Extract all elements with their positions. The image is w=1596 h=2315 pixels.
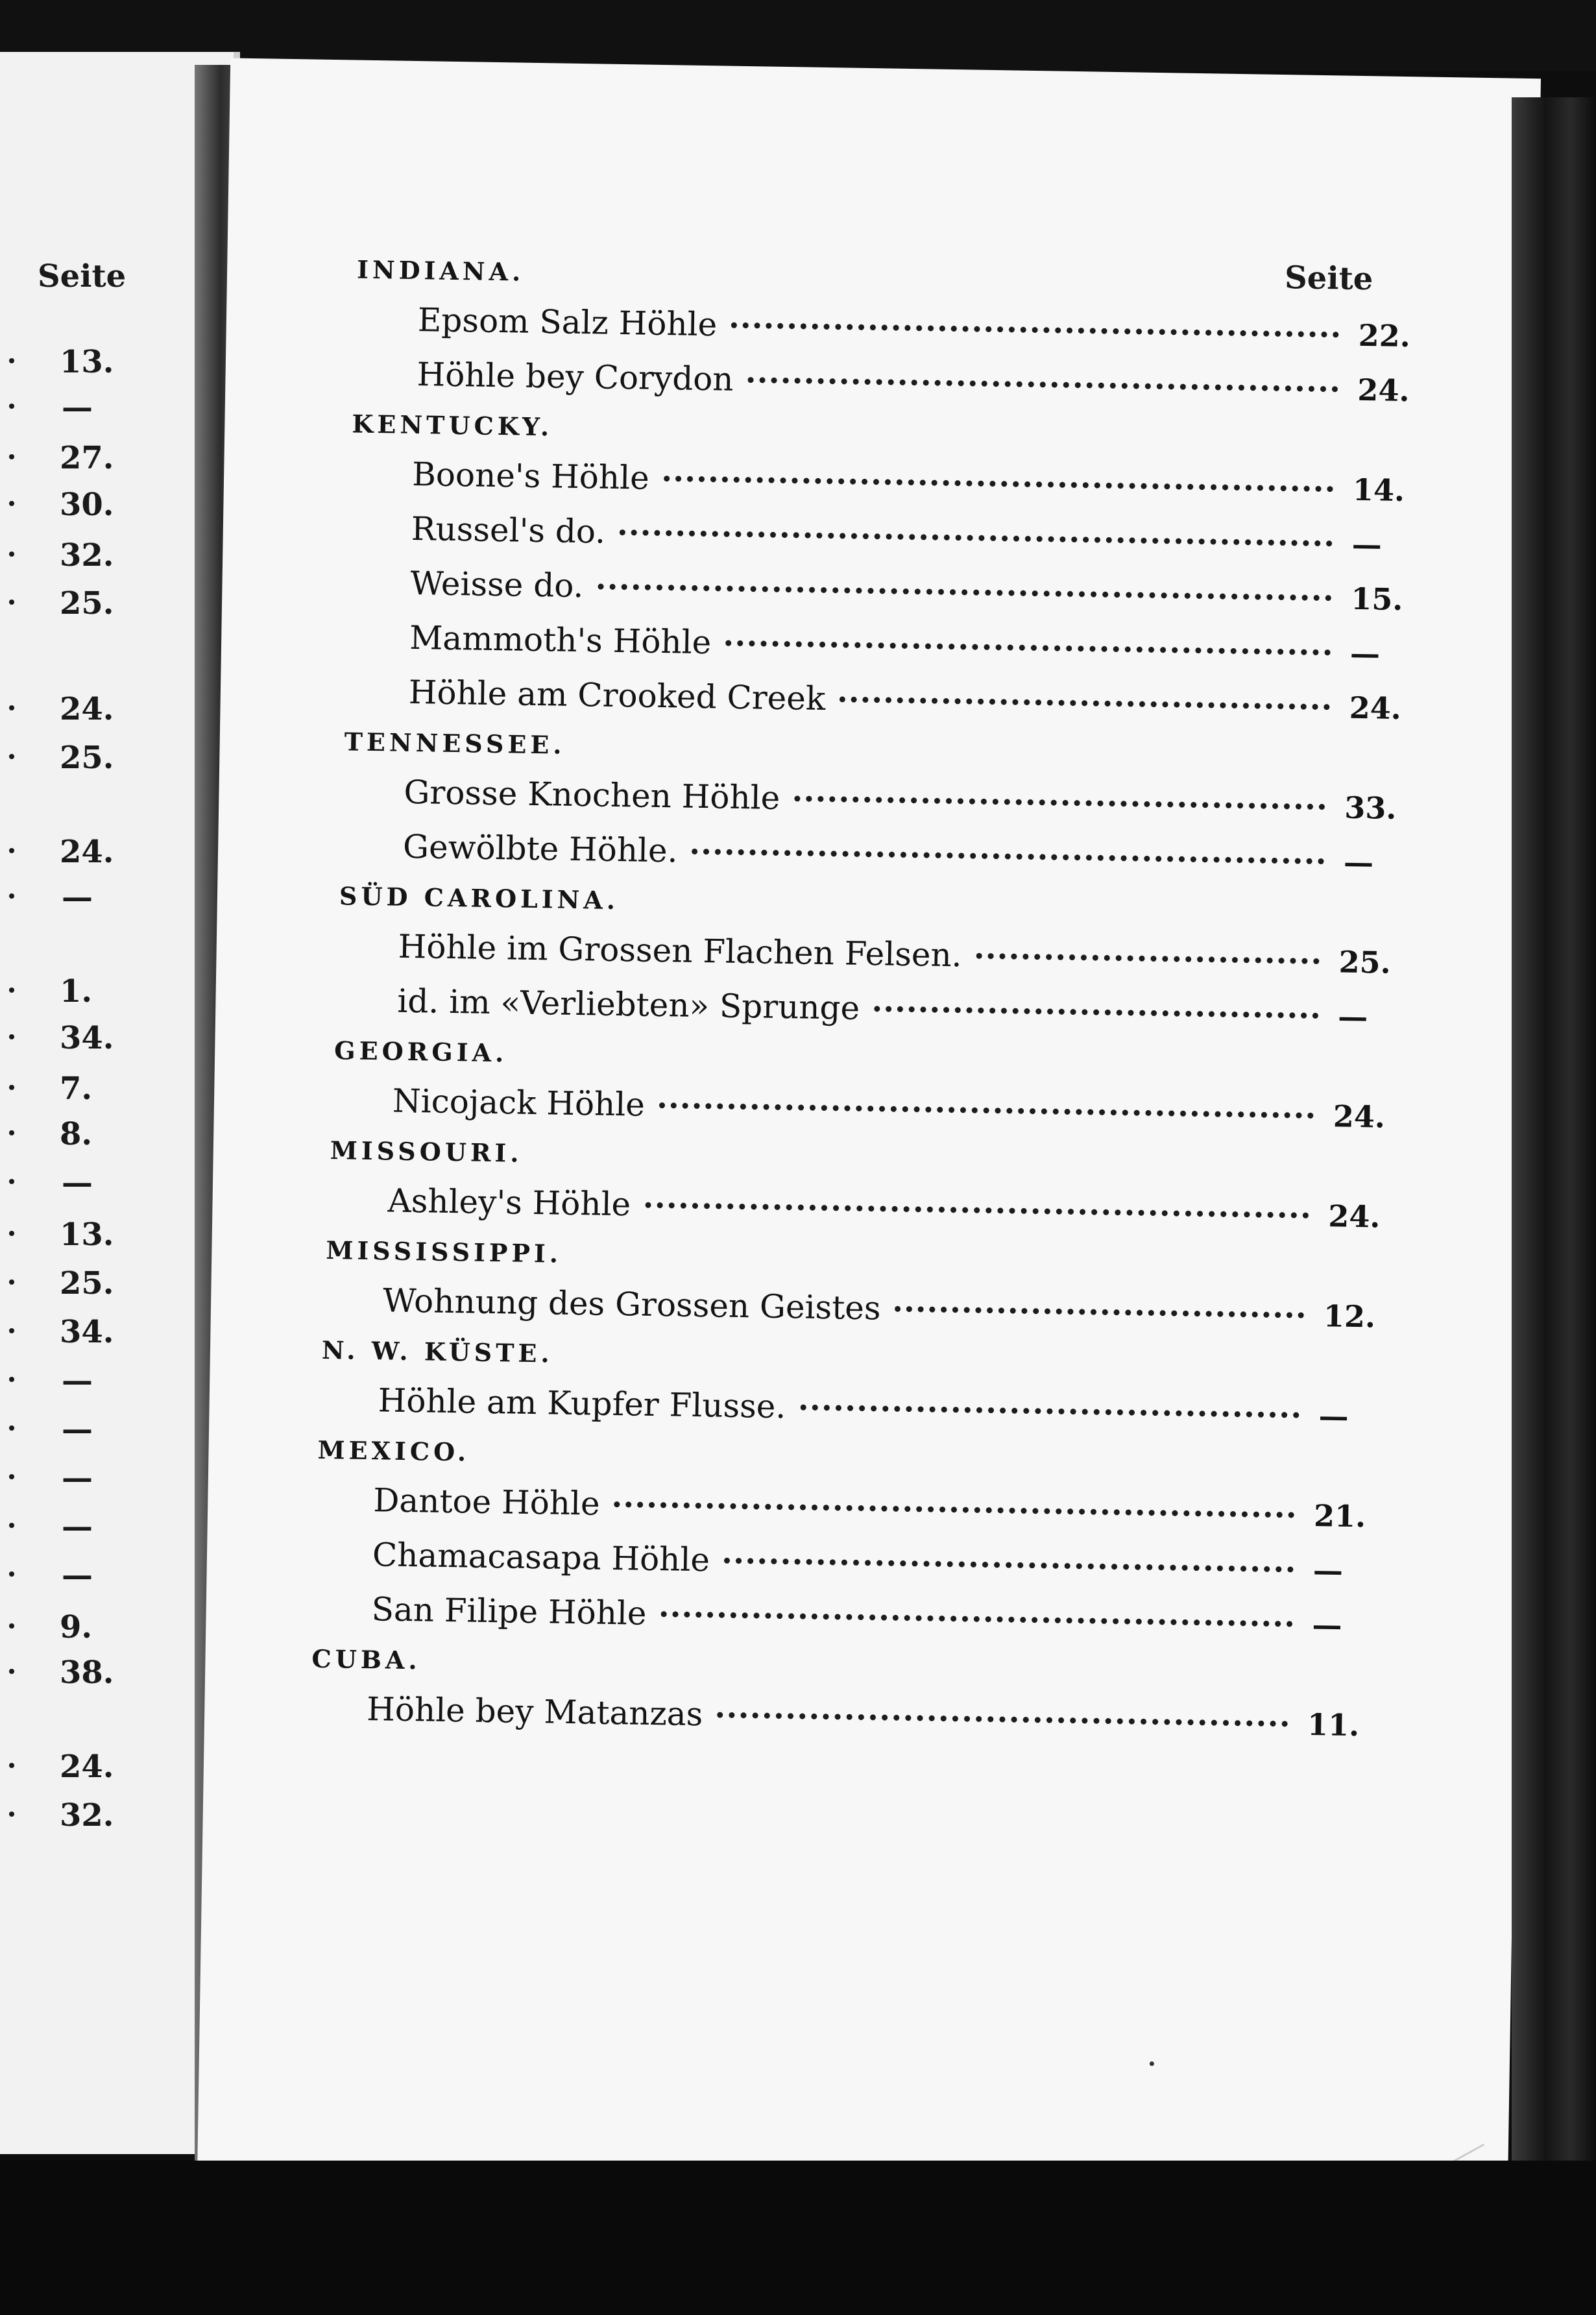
left-page-leader-dot: [9, 1571, 14, 1577]
toc-entry-title: Chamacasapa Höhle: [372, 1536, 725, 1579]
scan-border-bottom: [0, 2161, 1596, 2315]
left-page-number: 24.: [60, 834, 114, 870]
left-page-leader-dot: [9, 1179, 14, 1184]
left-page-number: 32.: [60, 537, 114, 574]
left-page-number: —: [62, 1165, 93, 1201]
toc-entry: [403, 828, 1416, 882]
toc-entry-title: Russel's do.: [411, 510, 620, 551]
toc-state-heading: MISSISSIPPI.: [326, 1235, 562, 1268]
toc-entry: [373, 1481, 1386, 1536]
toc-entry-title: Weisse do.: [410, 564, 598, 605]
left-page-leader-dot: [9, 1085, 14, 1090]
toc-entry-page-number: 14.: [1352, 472, 1405, 508]
toc-leader-dots: [840, 696, 1330, 710]
toc-leader-dots: [731, 322, 1339, 338]
left-page-leader-dot: [9, 754, 14, 759]
left-page-number: 25.: [60, 740, 114, 776]
left-page-number: 34.: [60, 1314, 114, 1350]
toc-leader-dots: [664, 476, 1333, 492]
toc-entry-page-number: 15.: [1350, 581, 1403, 617]
toc-leader-dots: [620, 529, 1333, 546]
toc-entry-title: Höhle bey Corydon: [417, 356, 748, 398]
left-page-leader-dot: [9, 1377, 14, 1382]
toc-entry: [409, 619, 1422, 673]
toc-leader-dots: [800, 1405, 1299, 1418]
left-page-number: —: [62, 1509, 93, 1545]
toc-page-column-header: Seite: [1284, 260, 1373, 298]
toc-state-heading: MEXICO.: [317, 1435, 470, 1467]
left-page-heading: Seite: [38, 258, 127, 295]
toc-leader-dots: [614, 1501, 1295, 1518]
toc-entry-page-number: 24.: [1328, 1198, 1381, 1235]
toc-entry-title: Ashley's Höhle: [387, 1182, 645, 1224]
toc-state-heading: CUBA.: [311, 1643, 422, 1675]
left-page-number: —: [62, 389, 93, 426]
left-page-number: 1.: [60, 973, 93, 1010]
toc-entry-title: Wohnung des Grossen Geistes: [383, 1281, 895, 1327]
toc-entry: [408, 673, 1421, 728]
toc-entry-page-number: 25.: [1338, 944, 1392, 980]
toc-entry-page-number: —: [1343, 844, 1374, 880]
toc-entry: [387, 1182, 1400, 1237]
toc-leader-dots: [659, 1102, 1314, 1119]
toc-entry-title: Höhle im Grossen Flachen Felsen.: [398, 928, 976, 975]
toc-state-heading: MISSOURI.: [330, 1135, 523, 1168]
toc-entry-page-number: —: [1349, 635, 1381, 672]
toc-entry-page-number: —: [1351, 526, 1383, 563]
toc-leader-dots: [976, 953, 1319, 964]
left-page-number: 27.: [60, 440, 114, 476]
left-page-leader-dot: [9, 848, 14, 853]
left-page-leader-dot: [9, 705, 14, 710]
toc-leader-dots: [660, 1611, 1292, 1627]
toc-entry: [383, 1281, 1396, 1336]
left-page-number: 38.: [60, 1654, 114, 1691]
toc-entry: [397, 982, 1410, 1037]
toc-entry-title: Boone's Höhle: [412, 455, 664, 497]
toc-leader-dots: [598, 583, 1331, 601]
left-page-leader-dot: [9, 501, 14, 506]
left-page-number: 13.: [60, 1217, 114, 1253]
toc-entry-page-number: 12.: [1323, 1298, 1376, 1335]
toc-entry-title: Höhle bey Matanzas: [367, 1690, 718, 1733]
toc-entry-title: Epsom Salz Höhle: [417, 301, 731, 344]
toc-state-heading: INDIANA.: [356, 254, 525, 287]
toc-entry-title: Nicojack Höhle: [393, 1082, 660, 1124]
toc-entry-title: San Filipe Höhle: [371, 1590, 661, 1632]
toc-entry: [417, 356, 1429, 410]
toc-state-heading: KENTUCKY.: [352, 409, 553, 442]
toc-entry-title: id. im «Verliebten» Sprunge: [397, 982, 875, 1028]
book-edge-right: [1512, 97, 1596, 2193]
left-page-leader-dot: [9, 1763, 14, 1768]
left-page-leader-dot: [9, 1669, 14, 1674]
toc-entry-page-number: 33.: [1344, 790, 1397, 826]
left-page-number: —: [62, 879, 93, 915]
toc-entry-title: Dantoe Höhle: [373, 1481, 614, 1523]
left-page-leader-dot: [9, 1523, 14, 1528]
toc-entry-page-number: —: [1337, 999, 1368, 1035]
toc-entry-title: Höhle am Kupfer Flusse.: [378, 1381, 800, 1425]
left-page-leader-dot: [9, 988, 14, 993]
left-page-leader-dot: [9, 1328, 14, 1333]
left-page-number: 25.: [60, 1265, 114, 1302]
toc-entry: [372, 1536, 1385, 1590]
toc-entry: [410, 564, 1423, 619]
left-page-leader-dot: [9, 1231, 14, 1236]
left-page-leader-dot: [9, 404, 14, 409]
toc-entry-page-number: 22.: [1358, 317, 1411, 354]
left-page-leader-dot: [9, 358, 14, 363]
toc-leader-dots: [725, 640, 1331, 656]
left-page-number: —: [62, 1411, 93, 1448]
toc-entry-page-number: —: [1312, 1552, 1344, 1588]
toc-entry-page-number: —: [1318, 1398, 1349, 1434]
left-page-number: —: [62, 1460, 93, 1496]
ink-speck: [1150, 2061, 1154, 2066]
toc-leader-dots: [717, 1712, 1288, 1727]
left-page-number: 25.: [60, 585, 114, 622]
toc-entry: [371, 1590, 1384, 1645]
toc-entry: [404, 773, 1416, 828]
left-page-number: 32.: [60, 1797, 114, 1834]
toc-state-heading: N. W. KÜSTE.: [321, 1335, 554, 1368]
toc-state-heading: SÜD CAROLINA.: [339, 881, 620, 915]
left-page-leader-dot: [9, 600, 14, 605]
left-page-number: 24.: [60, 691, 114, 727]
left-page-number: —: [62, 1363, 93, 1399]
left-page-leader-dot: [9, 454, 14, 459]
toc-entry-title: Grosse Knochen Höhle: [404, 773, 795, 817]
left-page-leader-dot: [9, 1474, 14, 1479]
left-page-number: 8.: [60, 1116, 93, 1152]
toc-entry: [367, 1690, 1379, 1745]
left-page-number: 13.: [60, 344, 114, 380]
left-page-number: 34.: [60, 1020, 114, 1056]
toc-entry-title: Höhle am Crooked Creek: [408, 673, 840, 718]
toc-entry: [417, 301, 1430, 356]
left-page-leader-dot: [9, 1425, 14, 1431]
left-page-number: 7.: [60, 1071, 93, 1107]
toc-leader-dots: [794, 795, 1325, 810]
toc-entry: [393, 1082, 1405, 1137]
toc-entry-page-number: 21.: [1313, 1498, 1366, 1534]
left-page-leader-dot: [9, 1623, 14, 1629]
left-page-leader-dot: [9, 1279, 14, 1285]
toc-leader-dots: [692, 849, 1324, 864]
left-page-number: 30.: [60, 487, 114, 523]
toc-entry: [378, 1381, 1390, 1436]
left-page-leader-dot: [9, 1034, 14, 1039]
toc-leader-dots: [874, 1006, 1318, 1019]
toc-entry-title: Gewölbte Höhle.: [403, 828, 692, 870]
toc-entry-page-number: 24.: [1333, 1098, 1386, 1135]
toc-leader-dots: [895, 1306, 1304, 1318]
toc-leader-dots: [724, 1558, 1294, 1573]
toc-entry-page-number: 11.: [1307, 1706, 1360, 1743]
toc-entry-page-number: 24.: [1349, 690, 1402, 726]
toc-entry: [411, 510, 1423, 564]
left-page-number: 9.: [60, 1609, 93, 1645]
toc-entry-page-number: —: [1312, 1606, 1342, 1643]
left-page-leader-dot: [9, 551, 14, 557]
toc-entry: [398, 928, 1410, 982]
toc-page: [197, 58, 1541, 2219]
left-page-leader-dot: [9, 1812, 14, 1817]
left-page-leader-dot: [9, 893, 14, 899]
toc-entry-title: Mammoth's Höhle: [409, 619, 726, 662]
left-page-number: 24.: [60, 1749, 114, 1785]
toc-state-heading: GEORGIA.: [333, 1036, 508, 1068]
toc-leader-dots: [747, 377, 1338, 392]
left-page-number: —: [62, 1557, 93, 1594]
toc-entry: [412, 455, 1425, 510]
left-page-leader-dot: [9, 1130, 14, 1135]
toc-entry-page-number: 24.: [1357, 372, 1410, 409]
toc-state-heading: TENNESSEE.: [344, 727, 566, 760]
toc-leader-dots: [645, 1202, 1309, 1218]
